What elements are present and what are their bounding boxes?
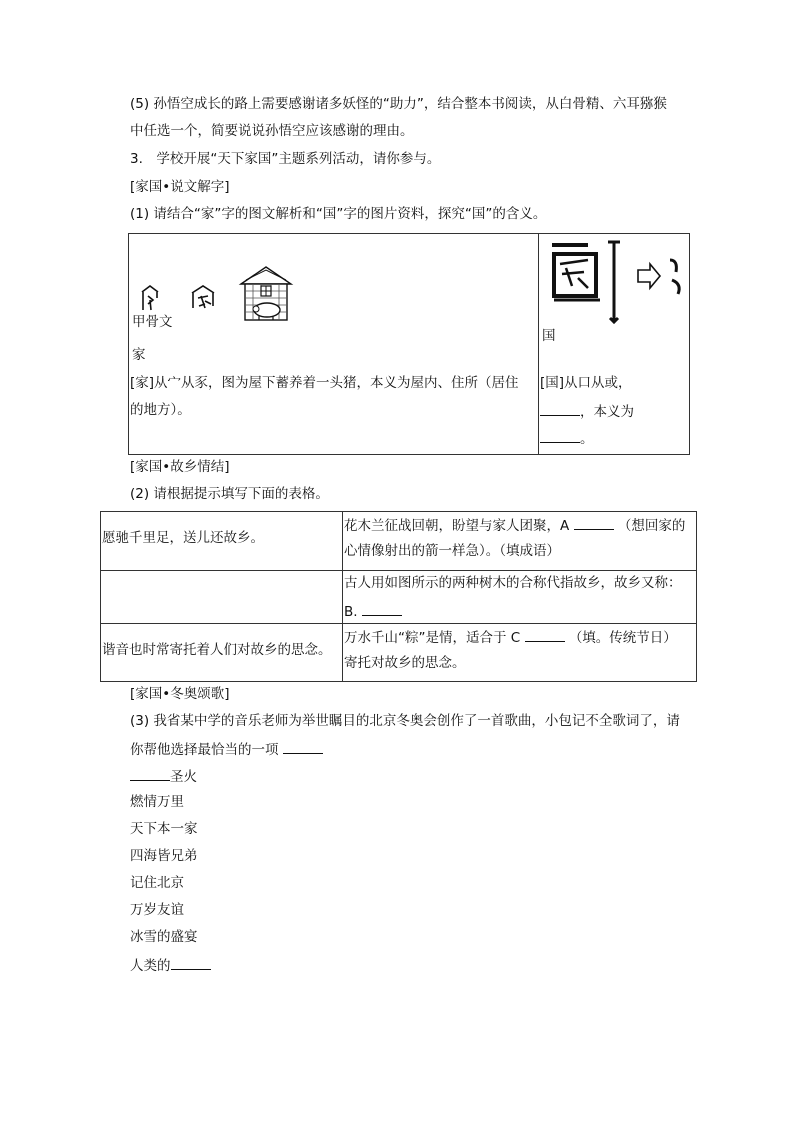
row2-prompt-line2: B. xyxy=(344,601,402,621)
row3-prompt-line1: 万水千山“粽”是情，适合于 C （填。传统节日） xyxy=(344,627,677,647)
blank-c[interactable] xyxy=(525,627,565,642)
q3-title: 3. 学校开展“天下家国”主题系列活动，请你参与。 xyxy=(130,151,441,167)
jia-desc-line2: 的地方）。 xyxy=(130,402,191,418)
section-dongao: [家国•冬奥颂歌] xyxy=(130,686,230,702)
house-pig-illustration xyxy=(237,264,295,322)
guo-desc-line3: 。 xyxy=(540,428,594,448)
row2-prompt-line1: 古人用如图所示的两种树木的合称代指故乡，故乡又称： xyxy=(344,575,682,591)
blank-b[interactable] xyxy=(362,601,402,616)
jia-desc-line1: [家]从宀从豕，图为屋下蓄养着一头猪，本义为屋内、住所（居住 xyxy=(130,375,519,391)
oracle-caption: 甲骨文 xyxy=(132,314,173,330)
guo-ancient-form-image xyxy=(542,238,690,324)
lyric-line-8: 人类的 xyxy=(130,955,211,975)
row1-verse: 愿驰千里足，送儿还故乡。 xyxy=(102,530,264,546)
guo-blank-1[interactable] xyxy=(540,401,580,416)
table-row-divider xyxy=(101,623,696,624)
sub-question-2: (2) 请根据提示填写下面的表格。 xyxy=(130,486,329,502)
sub-question-1: (1) 请结合“家”字的图文解析和“国”字的图片资料，探究“国”的含义。 xyxy=(130,206,547,222)
lyric-line-7: 冰雪的盛宴 xyxy=(130,929,198,945)
lyric-line-2: 燃情万里 xyxy=(130,794,184,810)
character-table xyxy=(128,233,690,455)
hometown-table xyxy=(100,511,697,682)
section-guxiang: [家国•故乡情结] xyxy=(130,459,230,475)
row3-prompt-line2: 寄托对故乡的思念。 xyxy=(344,655,466,671)
sub3-line2: 你帮他选择最恰当的一项 xyxy=(130,739,323,759)
table-divider xyxy=(538,234,539,454)
lyric-blank-2[interactable] xyxy=(171,955,211,970)
section-shuowen: [家国•说文解字] xyxy=(130,179,230,195)
oracle-jia-glyph-1 xyxy=(139,284,161,312)
sub3-line1: (3) 我省某中学的音乐老师为举世瞩目的北京冬奥会创作了一首歌曲，小包记不全歌词了，请 xyxy=(130,713,680,729)
row1-prompt-line1: 花木兰征战回朝，盼望与家人团聚，A （想回家的 xyxy=(344,515,685,535)
guo-blank-2[interactable] xyxy=(540,428,580,443)
table-col-divider xyxy=(342,512,343,681)
lyric-line-5: 记住北京 xyxy=(130,875,184,891)
oracle-jia-glyph-2 xyxy=(189,284,217,312)
row3-verse: 谐音也时常寄托着人们对故乡的思念。 xyxy=(102,642,332,658)
guo-desc-line1: [国]从口从或， xyxy=(540,375,632,391)
lyric-line-6: 万岁友谊 xyxy=(130,902,184,918)
q5-line2: 中任选一个，简要说说孙悟空应该感谢的理由。 xyxy=(130,123,414,139)
table-row-divider xyxy=(101,570,696,571)
q5-line1: (5) 孙悟空成长的路上需要感谢诸多妖怪的“助力”，结合整本书阅读，从白骨精、六耳猕猴 xyxy=(130,96,667,112)
row1-prompt-line2: 心情像射出的箭一样急）。（填成语） xyxy=(344,543,560,559)
lyric-line-4: 四海皆兄弟 xyxy=(130,848,198,864)
answer-blank[interactable] xyxy=(283,739,323,754)
blank-a[interactable] xyxy=(574,515,614,530)
guo-character: 国 xyxy=(542,328,556,344)
jia-character: 家 xyxy=(132,347,146,363)
guo-desc-line2: ，本义为 xyxy=(540,401,634,421)
lyric-line-3: 天下本一家 xyxy=(130,821,198,837)
lyric-blank-1[interactable] xyxy=(130,766,170,781)
lyric-line-1: 圣火 xyxy=(130,766,197,786)
